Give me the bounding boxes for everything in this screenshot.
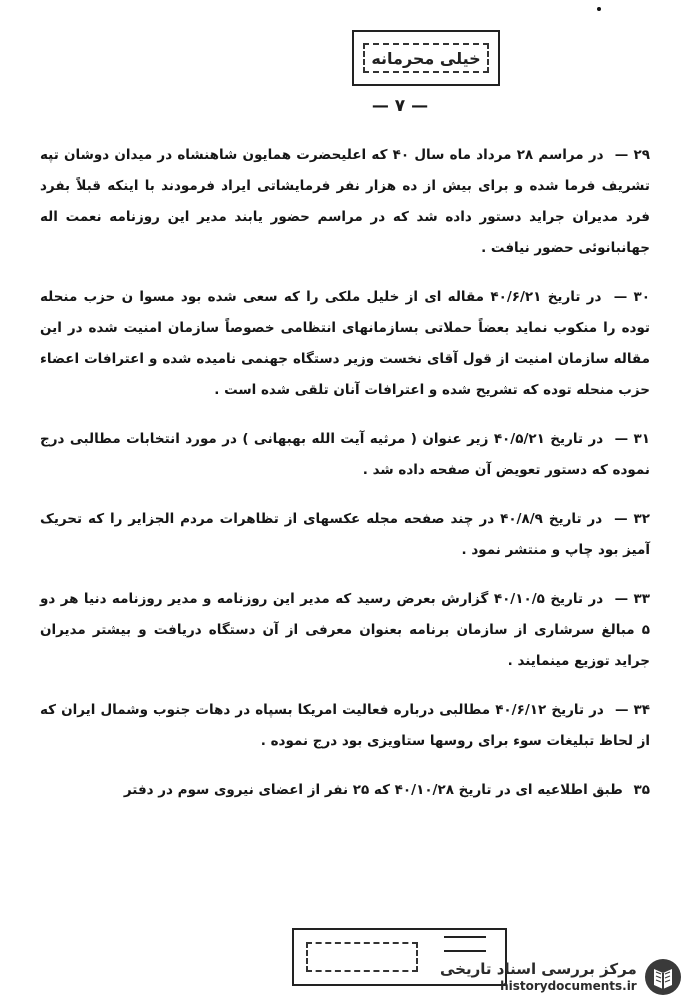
paragraph-text: طبق اطلاعیه ای در تاریخ ۴۰/۱۰/۲۸ که ۲۵ نفر از اعضای نیروی سوم در دفتر [123,782,623,798]
archive-logo-icon [643,957,683,997]
watermark-text [440,960,637,994]
watermark-persian: مرکز بررسی اسناد تاریخی [440,960,637,978]
paragraph-text: در تاریخ ۴۰/۵/۲۱ زیر عنوان ( مرثیه آیت الله بهبهانی ) در مورد انتخابات مطالبی درج نموده که دستور تعویض آن صفحه داده شد . [40,431,650,478]
paragraph-number: ۳۲ — [614,511,650,527]
paragraph-text: در تاریخ ۴۰/۸/۹ در چند صفحه مجله عکسهای از تظاهرات مردم الجزایر را که تحریک آمیز بود چاپ و منتشر نمود . [40,511,650,558]
paragraph-text: در تاریخ ۴۰/۱۰/۵ گزارش بعرض رسید که مدیر این روزنامه و مدیر روزنامه دنیا هر دو ۵ مبالغ سرشاری از سازمان برنامه بعنوان معرفی از آن دستگاه دریافت و بیشتر مدیران جراید توزیع مینمایند . [40,591,650,669]
paragraph-32 [40,504,650,566]
archive-watermark [440,955,692,999]
paragraph-number: ۲۹ — [614,147,650,163]
paragraph-text: در تاریخ ۴۰/۶/۱۲ مطالبی درباره فعالیت امریکا بسپاه در دهات جنوب وشمال ایران که از لحاظ تبلیغات سوء برای روسها ستاویزی بود درج نموده . [40,702,650,749]
bottom-stamp-box [306,942,418,972]
document-body [40,140,650,824]
paragraph-31 [40,424,650,486]
paragraph-35 [40,775,650,806]
paragraph-text: در مراسم ۲۸ مرداد ماه سال ۴۰ که اعلیحضرت همایون شاهنشاه در میدان دوشان تپه تشریف فرما شده و برای بیش از ده هزار نفر فرمایشاتی ایراد فرمودند با اینکه قبلاً بفرد فرد مدیران جراید دستور داده شد که در مراسم حضور یابند مدیر این روزنامه نعمت اله جهانبانوئی حضور نیافت . [40,147,650,256]
paragraph-number: ۳۱ — [614,431,651,447]
classification-stamp [352,30,500,86]
paragraph-34 [40,695,650,757]
paragraph-number: ۳۳ — [614,591,651,607]
paragraph-33 [40,584,650,677]
classification-stamp-text: خیلی محرمانه [363,43,489,73]
speck-mark [597,7,601,11]
paragraph-number: ۳۰ — [613,289,651,305]
paragraph-number: ۳۵ [633,782,650,798]
paragraph-text: در تاریخ ۴۰/۶/۲۱ مقاله ای از خلیل ملکی را که سعی شده بود مسوا ن حزب منحله توده را منکوب نماید بعضاً حملاتی بسازمانهای انتظامی خصوصاً سازمان امنیت شده در این مقاله سازمان امنیت از قول آقای نخست وزیر دستگاه جهنمی نامیده شده و اعترافات اعضاء حزب منحله توده که تشریح شده و اعترافات آنان تلقی شده است . [40,289,650,398]
bottom-stamp-mark [444,936,486,952]
paragraph-30 [40,282,650,406]
watermark-english: historydocuments.ir [500,979,637,993]
paragraph-number: ۳۴ — [614,702,651,718]
paragraph-29 [40,140,650,264]
page-number: — ۷ — [371,96,429,116]
